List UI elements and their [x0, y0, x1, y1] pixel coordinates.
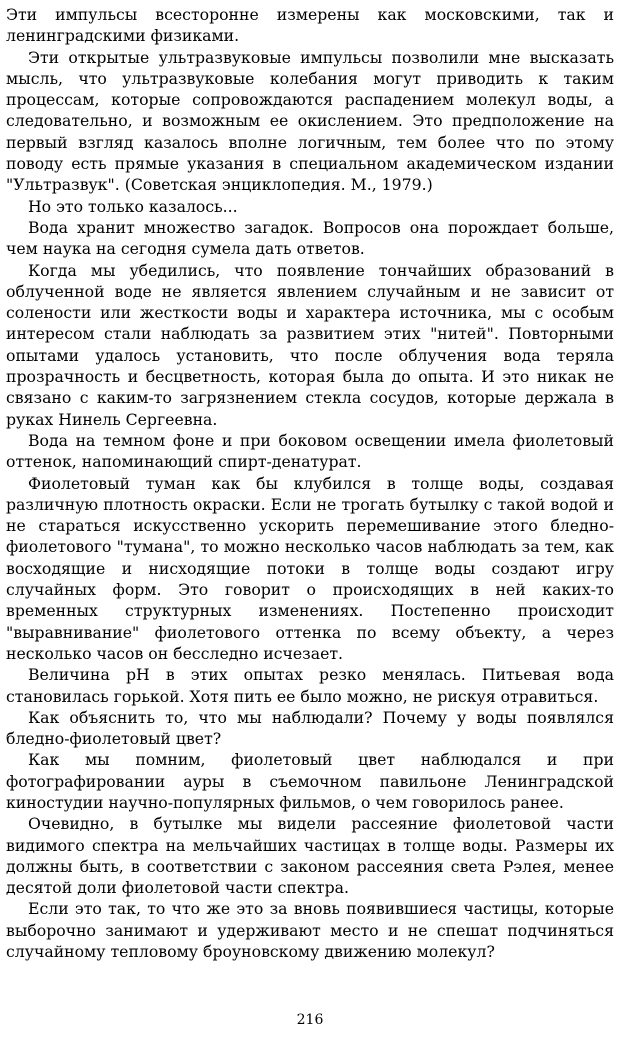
paragraph: Как мы помним, фиолетовый цвет наблюдался и при фотографировании ауры в съемочном павильоне Ленинградской киностудии научно-популярных фильмов, о чем говорилось ранее. [6, 750, 614, 812]
body-text [6, 4, 614, 962]
paragraph: Вода хранит множество загадок. Вопросов она порождает больше, чем наука на сегодня сумела дать ответов. [6, 217, 614, 259]
paragraph: Эти импульсы всесторонне измерены как московскими, так и ленинградскими физиками. [6, 5, 614, 46]
paragraph: Но это только казалось... [28, 196, 238, 216]
paragraph: Фиолетовый туман как бы клубился в толще воды, создавая различную плотность окраски. Если не трогать бутылку с такой водой и не стараться искусственно ускорить перемешивание этого бледно-фиолетового "тумана", то можно несколько часов наблюдать за тем, как восходящие и нисходящие потоки в толще воды создают игру случайных форм. Это говорит о происходящих в ней каких-то временных структурных изменениях. Постепенно происходит "выравнивание" фиолетового оттенка по всему объекту, а через несколько часов он бесследно исчезает. [6, 473, 614, 663]
paragraph: Величина pH в этих опытах резко менялась. Питьевая вода становилась горькой. Хотя пить ее было можно, не рискуя отравиться. [6, 665, 614, 706]
page-number: 216 [296, 1012, 324, 1028]
paragraph: Если это так, то что же это за вновь появившиеся частицы, которые выборочно занимают и удерживают место и не спешат подчиняться случайному тепловому броуновскому движению молекул? [6, 899, 614, 962]
paragraph: Как объяснить то, что мы наблюдали? Почему у воды появлялся бледно-фиолетовый цвет? [6, 707, 614, 749]
paragraph: Эти открытые ультразвуковые импульсы позволили мне высказать мысль, что ультразвуковые колебания могут приводить к таким процессам, которые сопровождаются распадением молекул воды, а следовательно, и возможным ее окислением. Это предположение на первый взгляд казалось вполне логичным, тем более что по этому поводу есть прямые указания в специальном академическом издании "Ультразвук". (Советская энциклопедия. М., 1979.) [6, 47, 614, 195]
paragraph: Вода на темном фоне и при боковом освещении имела фиолетовый оттенок, напоминающий спирт-денатурат. [6, 430, 614, 472]
paragraph: Когда мы убедились, что появление тончайших образований в облученной воде не является явлением случайным и не зависит от солености или жесткости воды и характера источника, мы с особым интересом стали наблюдать за развитием этих "нитей". Повторными опытами удалось установить, что после облучения вода теряла прозрачность и бесцветность, которая была до опыта. И это никак не связано с каким-то загрязнением стекла сосудов, которые держала в руках Нинель Сергеевна. [6, 260, 614, 429]
paragraph: Очевидно, в бутылке мы видели рассеяние фиолетовой части видимого спектра на мельчайших частицах в толще воды. Размеры их должны быть, в соответствии с законом рассеяния света Рэлея, менее десятой доли фиолетовой части спектра. [6, 814, 614, 898]
